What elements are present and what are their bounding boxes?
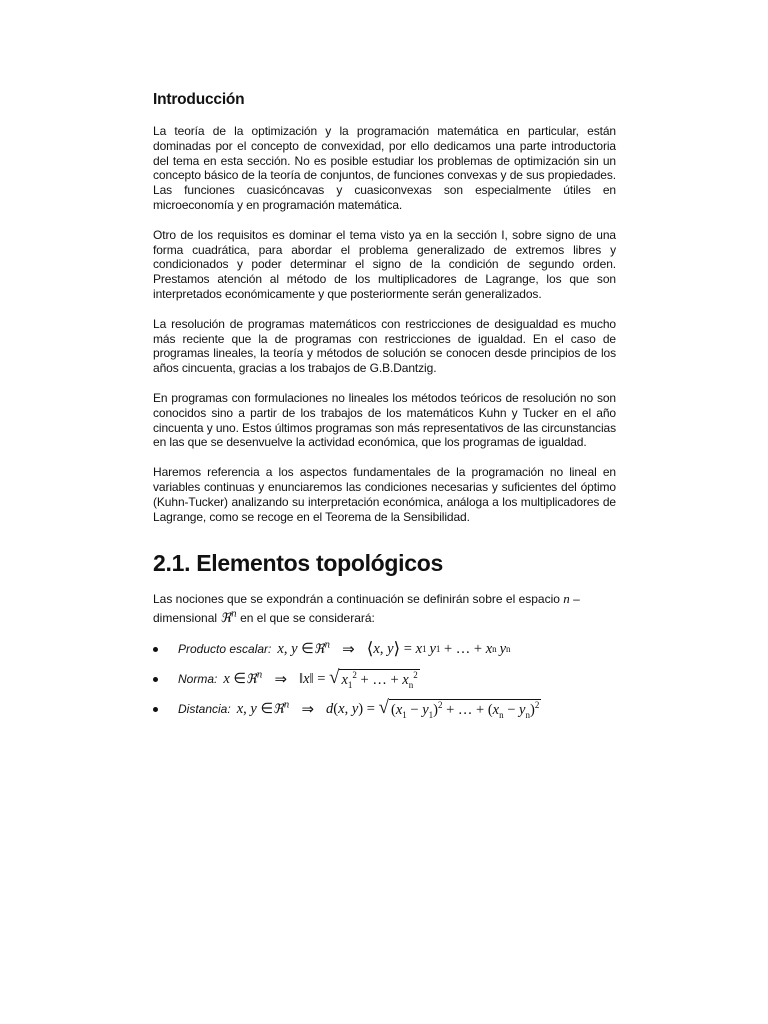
intro-paragraph-1: La teoría de la optimización y la programación matemática en particular, están dominadas por el concepto de convexidad, por ello dedicamos una parte introductoria del tema en esta sección. No es posible estudiar los problemas de optimización sin un concepto básico de la teoría de conjuntos, de funciones convexas y de sus propiedades. Las funciones cuasicóncavas y cuasiconvexas son especialmente útiles en microeconomía y en programación matemática. (153, 124, 616, 212)
intro-paragraph-2: Otro de los requisitos es dominar el tema visto ya en la sección I, sobre signo de una forma cuadrática, para abordar el problema generalizado de extremos libres y condicionados y poder determinar el signo de la condición de segundo orden. Prestamos atención al método de los multiplicadores de Lagrange, los que son interpretados económicamente y que posteriormente serán generalizados. (153, 227, 616, 301)
intro-paragraph-3: La resolución de programas matemáticos con restricciones de desigualdad es mucho más reciente que la de programas con restricciones de igualdad. En el caso de programas lineales, la teoría y métodos de solución se conocen desde principios de los años cincuenta, gracias a los trabajos de G.B.Dantzig. (153, 316, 616, 376)
real-space-symbol: ℜ$^n$ (220, 610, 237, 627)
norm-formula: x ∈ ℜ$^n$ ⇒ ‖ x ‖ = √ $x_1^2$ + … + $x_n^2$ (223, 667, 418, 691)
definition-label: Producto escalar: (178, 642, 272, 657)
section-intro-dash: – (569, 592, 580, 607)
section-intro-line2-a: dimensional (153, 611, 218, 626)
intro-paragraph-5: Haremos referencia a los aspectos fundamentales de la programación no lineal en variables continuas y enunciaremos las condiciones necesarias y suficientes del óptimo (Kuhn-Tucker) analizando su interpretación económica, análoga a los multiplicadores de Lagrange, como se recoge en el Teorema de la Sensibilidad. (153, 465, 616, 524)
intro-heading: Introducción (153, 91, 245, 108)
sqrt-symbol: √ $(x_1 - y_1)^2$ + … + $(x_n - y_n)^2$ (378, 697, 540, 721)
definition-list (153, 634, 616, 724)
bullet-icon (153, 677, 158, 682)
distance-formula: x , y ∈ ℜ$^n$ ⇒ d ( x , y ) = √ $(x_1 - y_1)^2$ + … + $(x_n - y_n)^2$ (236, 697, 540, 721)
section-intro-text: Las nociones que se expondrán a continuación se definirán sobre el espacio (153, 592, 560, 607)
sqrt-symbol: √ $x_1^2$ + … + $x_n^2$ (329, 667, 418, 691)
section-title: 2.1. Elementos topológicos (153, 550, 443, 577)
definition-label: Distancia: (178, 702, 231, 717)
definition-norm (153, 664, 616, 694)
document-page (153, 90, 616, 724)
definition-dot-product (153, 634, 616, 664)
section-intro-var: n (563, 591, 570, 607)
intro-paragraph-4: En programas con formulaciones no lineales los métodos teóricos de resolución no son conocidos sino a partir de los trabajos de los matemáticos Kuhn y Tucker en el año cincuenta y uno. Estos últimos programas son más representativos de las circunstancias en las que se desenvuelve la actividad económica, que los programas de igualdad. (153, 390, 616, 450)
section-intro-line2-b: en el que se considerará: (240, 611, 375, 626)
definition-label: Norma: (178, 672, 218, 687)
section-intro (153, 589, 616, 628)
bullet-icon (153, 707, 158, 712)
definition-distance (153, 694, 616, 724)
dot-product-formula: x , y ∈ ℜ$^n$ ⇒ ⟨ x , y ⟩ = x 1 y 1 + … + x n y n (277, 639, 511, 659)
bullet-icon (153, 647, 158, 652)
